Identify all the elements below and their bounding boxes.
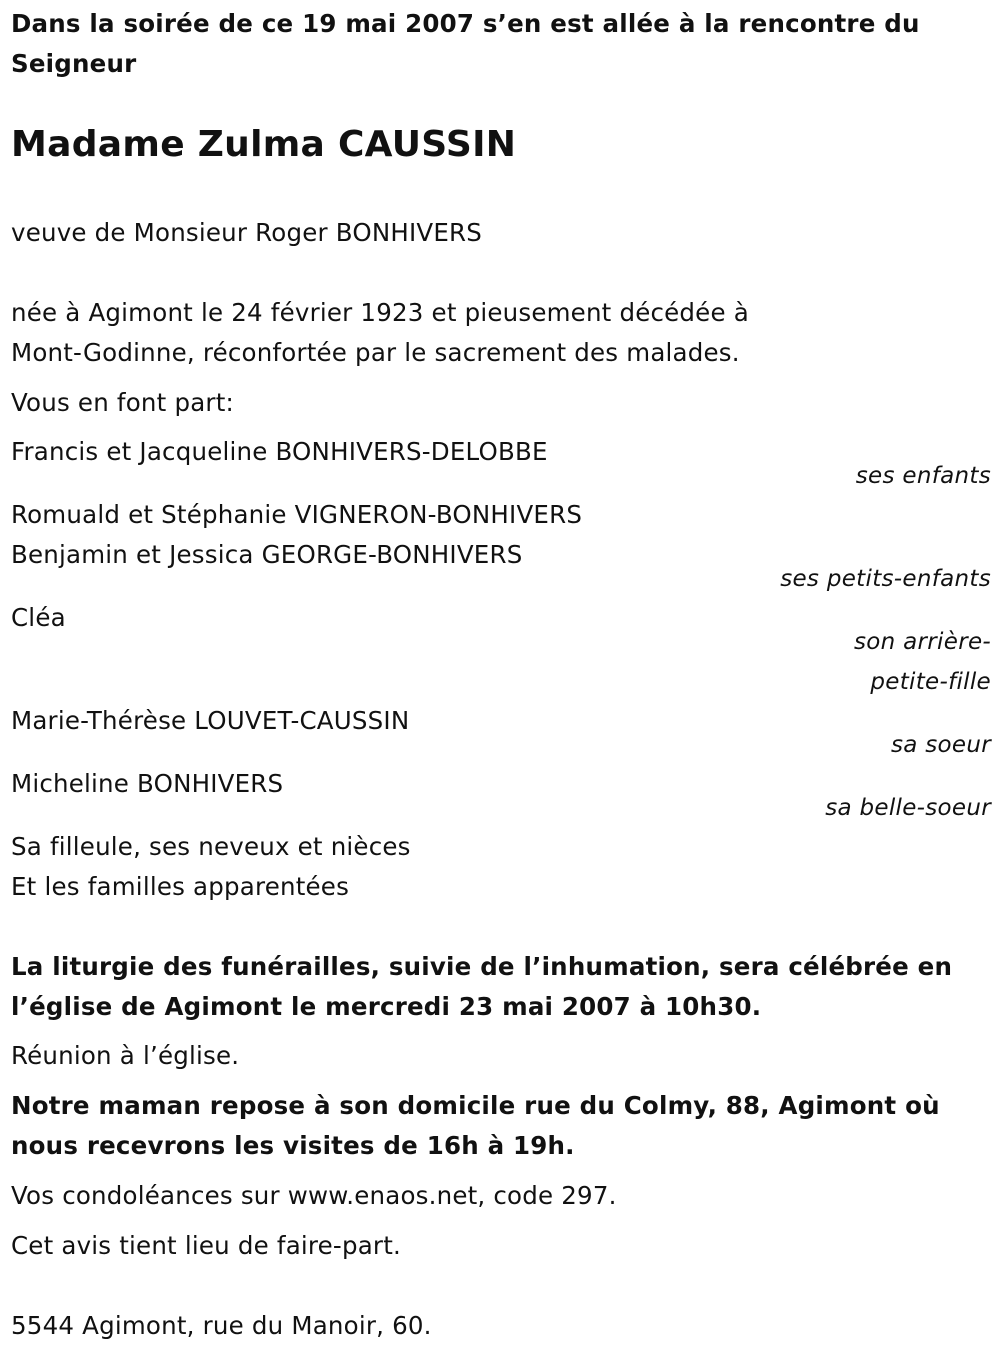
family-name-sister-in-law: Micheline BONHIVERS — [11, 769, 284, 798]
notice: Cet avis tient lieu de faire-part. — [11, 1231, 401, 1260]
family-name-grandchild-1: Romuald et Stéphanie VIGNERON-BONHIVERS — [11, 500, 583, 529]
relation-children: ses enfants — [855, 463, 991, 489]
family-name-great-granddaughter: Cléa — [11, 603, 66, 632]
relation-grandchildren: ses petits-enfants — [780, 566, 991, 592]
family-others-2: Et les familles apparentées — [11, 872, 350, 901]
visits-line-2: nous recevrons les visites de 16h à 19h. — [11, 1131, 575, 1160]
family-name-sister: Marie-Thérèse LOUVET-CAUSSIN — [11, 706, 410, 735]
family-others-1: Sa filleule, ses neveux et nièces — [11, 832, 411, 861]
relation-great-granddaughter-line-1: son arrière- — [854, 629, 991, 655]
birth-death-line-1: née à Agimont le 24 février 1923 et pieusement décédée à — [11, 298, 749, 327]
address: 5544 Agimont, rue du Manoir, 60. — [11, 1311, 432, 1340]
visits-line-1: Notre maman repose à son domicile rue du Colmy, 88, Agimont où — [11, 1091, 940, 1120]
deceased-name: Madame Zulma CAUSSIN — [11, 124, 517, 165]
funeral-line-1: La liturgie des funérailles, suivie de l’inhumation, sera célébrée en — [11, 952, 953, 981]
relation-sister-in-law: sa belle-soeur — [825, 795, 991, 821]
announce: Vous en font part: — [11, 388, 234, 417]
funeral-line-2: l’église de Agimont le mercredi 23 mai 2007 à 10h30. — [11, 992, 762, 1021]
intro-line-1: Dans la soirée de ce 19 mai 2007 s’en est allée à la rencontre du — [11, 9, 920, 38]
intro-line-2: Seigneur — [11, 49, 137, 78]
relation-great-granddaughter-line-2: petite-fille — [870, 669, 991, 695]
family-name-grandchild-2: Benjamin et Jessica GEORGE-BONHIVERS — [11, 540, 523, 569]
widow-of: veuve de Monsieur Roger BONHIVERS — [11, 218, 483, 247]
condolences: Vos condoléances sur www.enaos.net, code 297. — [11, 1181, 617, 1210]
family-name-children: Francis et Jacqueline BONHIVERS-DELOBBE — [11, 437, 548, 466]
birth-death-line-2: Mont-Godinne, réconfortée par le sacrement des malades. — [11, 338, 740, 367]
relation-sister: sa soeur — [890, 732, 991, 758]
meeting-place: Réunion à l’église. — [11, 1041, 240, 1070]
